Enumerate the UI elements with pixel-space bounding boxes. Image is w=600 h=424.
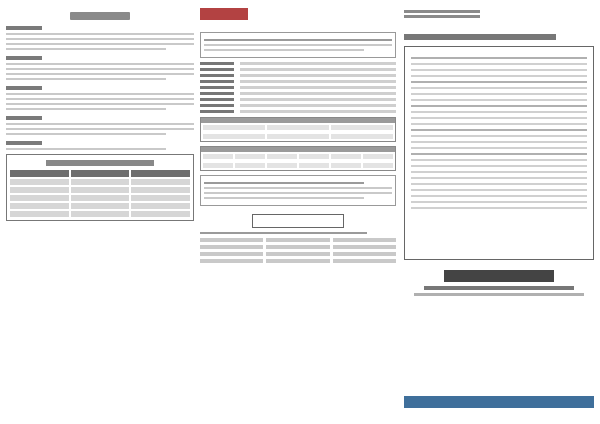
callout-box [252, 214, 344, 228]
welcome-box [200, 32, 396, 58]
schedule-table-2 [200, 146, 396, 171]
section-head-1 [6, 26, 42, 30]
church-name [444, 270, 554, 282]
section-head-4 [6, 116, 42, 120]
left-panel [6, 8, 194, 408]
sermon-title [404, 34, 556, 40]
section-head-3 [6, 86, 42, 90]
staff-table [6, 154, 194, 221]
masthead [404, 10, 594, 28]
staff-table-grid [10, 170, 190, 217]
footer-strip [404, 396, 594, 408]
church-address [414, 293, 584, 296]
church-name-block [404, 270, 594, 296]
schedule-table-1 [200, 117, 396, 142]
right-panel [404, 8, 594, 408]
note-box [200, 175, 396, 206]
section-tag [200, 8, 248, 20]
staff-table-title [46, 160, 154, 166]
left-heading [70, 12, 130, 20]
section-head-5 [6, 141, 42, 145]
middle-panel [200, 8, 396, 408]
church-name-en [424, 286, 574, 290]
info-grid [200, 238, 396, 263]
section-head-2 [6, 56, 42, 60]
sermon-box [404, 46, 594, 260]
